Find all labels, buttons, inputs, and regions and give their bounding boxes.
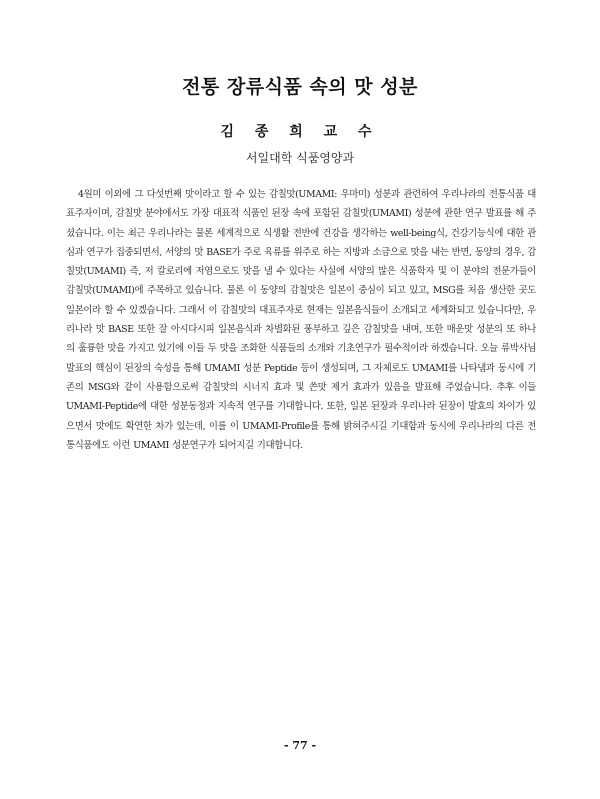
author-name: 김 종 희 교 수	[220, 124, 380, 140]
page-number: - 77 -	[283, 739, 317, 752]
body-paragraph: 4원미 이외에 그 다섯번째 맛이라고 할 수 있는 감칠맛(UMAMI: 우마미) 성분과 관련하여 우리나라의 전통식품 대표주자이며, 감칠맛 분야에서도 가장 대표적 식품인 된장 속에 포함된 감칠맛(UMAMI) 성분에 관한 연구 발표를 해 주셨습니다. 이는 최근 우리나라는 물론 세계적으로 식생활 전반에 건강을 생각하는 well-being식, 건강기능식에 대한 관심과 연구가 집중되면서, 서양의 맛 BASE가 주로 육류를 위주로 하는 지방과 소금으로 맛을 내는 반면, 동양의 경우, 감칠맛(UMAMI) 즉, 저 칼로리에 저염으로도 맛을 낼 수 있다는 사실에 서양의 많은 식품학자 및 이 분야의 전문가들이 감칠맛(UMAMI)에 주목하고 있습니다. 물론 이 동양의 감칠맛은 일본이 중심이 되고 있고, MSG를 처음 생산한 곳도 일본이라 할 수 있겠습니다. 그래서 이 감칠맛의 대표주자로 현재는 일본음식들이 소개되고 세계화되고 있습니다만, 우리나라 맛 BASE 또한 잘 아시다시피 일본음식과 차별화된 풍부하고 깊은 감칠맛을 내며, 또한 매운맛 성분의 또 하나의 훌륭한 맛을 가지고 있기에 이들 두 맛을 조화한 식품들의 소개와 기초연구가 필수적이라 하겠습니다. 오늘 류박사님 발표의 핵심이 된장의 숙성을 통해 UMAMI 성분 Peptide 등이 생성되며, 그 자체로도 UMAMI를 나타냄과 동시에 기존의 MSG와 같이 사용함으로써 감칠맛의 시너지 효과 및 쓴맛 제거 효과가 있음을 발표해 주었습니다. 추후 이들 UMAMI-Peptide에 대한 성분동정과 지속적 연구를 기대합니다. 또한, 일본 된장과 우리나라 된장이 발효의 차이가 있으면서 맛에도 확연한 차가 있는데, 이를 이 UMAMI-Profile를 통해 밝혀주시길 기대함과 동시에 우리나라의 다른 전통식품에도 이런 UMAMI 성분연구가 되어지길 기대합니다.	[66, 189, 536, 451]
document-title: 전통 장류식품 속의 맛 성분	[182, 76, 418, 98]
author-affiliation: 서일대학 식품영양과	[245, 151, 355, 165]
